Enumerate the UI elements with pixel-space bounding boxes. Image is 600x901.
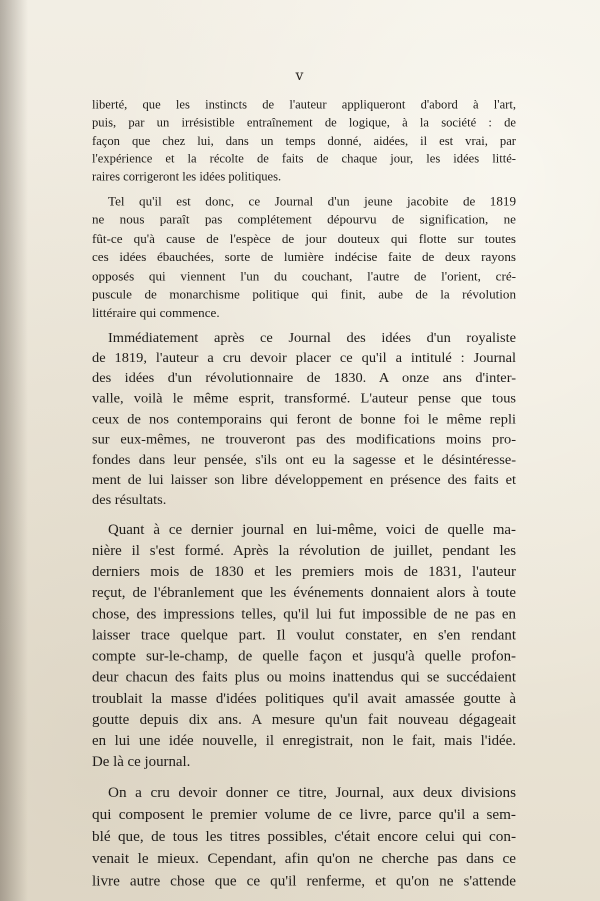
text-line: l'expérience et la récolte de faits de chaque jour, les idées litté- (92, 152, 516, 166)
text-line: fondes dans leur pensée, s'ils ont eu la sagesse et le désintéresse- (92, 452, 516, 468)
text-line: puscule de monarchisme politique qui finit, aube de la révolution (92, 287, 516, 302)
text-line: reçut, de l'ébranlement que les événements donnaient alors à toute (92, 585, 516, 601)
text-line: troublait la masse d'idées politiques qu'il avait amassée goutte à (92, 691, 516, 707)
paragraph-5 (92, 781, 516, 892)
text-line: compte sur-le-champ, de quelle façon et jusqu'à quelle profon- (92, 648, 516, 665)
text-line: qui composent le premier volume de ce livre, parce qu'il a sem- (92, 806, 516, 823)
text-line: fût-ce qu'à cause de l'espèce de jour douteux qui flotte sur toutes (92, 231, 516, 246)
text-line: laisser trace quelque part. Il voulut constater, en s'en rendant (92, 627, 516, 644)
binding-shadow (0, 0, 28, 901)
paragraph-4 (92, 519, 516, 773)
text-line: ment de lui laisser son libre développement en présence des faits et (92, 472, 516, 489)
text-line: venait le mieux. Cependant, afin qu'on ne cherche pas dans ce (92, 851, 516, 868)
paragraph-1 (92, 96, 516, 186)
text-line: sur eux-mêmes, ne trouveront pas des modifications moins pro- (92, 431, 516, 448)
text-line: blé que, de tous les titres possibles, c'était encore celui qui con- (92, 828, 516, 846)
text-line: Tel qu'il est donc, ce Journal d'un jeune jacobite de 1819 (108, 193, 516, 209)
text-line: ne nous paraît pas complétement dépourvu de signification, ne (92, 212, 516, 227)
text-line: derniers mois de 1830 et les premiers mois de 1831, l'auteur (92, 564, 516, 580)
text-line: De là ce journal. (92, 754, 191, 770)
paragraph-3 (92, 328, 516, 511)
text-line: valle, voilà le même esprit, transformé. L'auteur pense que tous (92, 391, 516, 407)
text-line: puis, par un irrésistible entraînement de logique, à la société : de (92, 115, 516, 130)
text-line: de 1819, l'auteur a cru devoir placer ce qu'il a intitulé : Journal (92, 350, 516, 366)
text-line: livre autre chose que ce qu'il renferme, et qu'on ne s'attende (92, 873, 516, 890)
text-line: raires corrigeront les idées politiques. (92, 170, 282, 184)
text-line: chose, des impressions telles, qu'il lui fut impossible de ne pas en (92, 606, 516, 622)
body-text (92, 96, 516, 893)
paragraph-2 (92, 192, 516, 322)
text-line: goutte depuis dix ans. A mesure qu'un fait nouveau dégageait (92, 712, 516, 728)
text-line: liberté, que les instincts de l'auteur appliqueront d'abord à l'art, (92, 97, 516, 112)
text-line: Immédiatement après ce Journal des idées d'un royaliste (108, 330, 516, 346)
text-line: ceux de nos contemporains qui feront de bonne foi le même repli (92, 411, 516, 427)
text-line: opposés qui viennent l'un du couchant, l'autre de l'orient, cré- (92, 268, 516, 283)
text-line: On a cru devoir donner ce titre, Journal, aux deux divisions (108, 784, 516, 801)
text-line: nière il s'est formé. Après la révolution de juillet, pendant les (92, 543, 516, 559)
text-line: en lui une idée nouvelle, il enregistrait, non le fait, mais l'idée. (92, 733, 516, 749)
text-line: ces idées ébauchées, sorte de lumière indécise faite de deux rayons (92, 249, 516, 265)
text-line: Quant à ce dernier journal en lui-même, voici de quelle ma- (108, 522, 516, 538)
page-number: v (295, 68, 305, 84)
text-line: façon que chez lui, dans un temps donné, aidées, il est vrai, par (92, 134, 516, 148)
text-line: littéraire qui commence. (92, 305, 220, 321)
text-line: des résultats. (92, 493, 167, 509)
text-line: des idées d'un révolutionnaire de 1830. A onze ans d'inter- (92, 370, 516, 387)
text-line: deur chacun des faits plus ou moins inattendus qui se succédaient (92, 669, 516, 686)
